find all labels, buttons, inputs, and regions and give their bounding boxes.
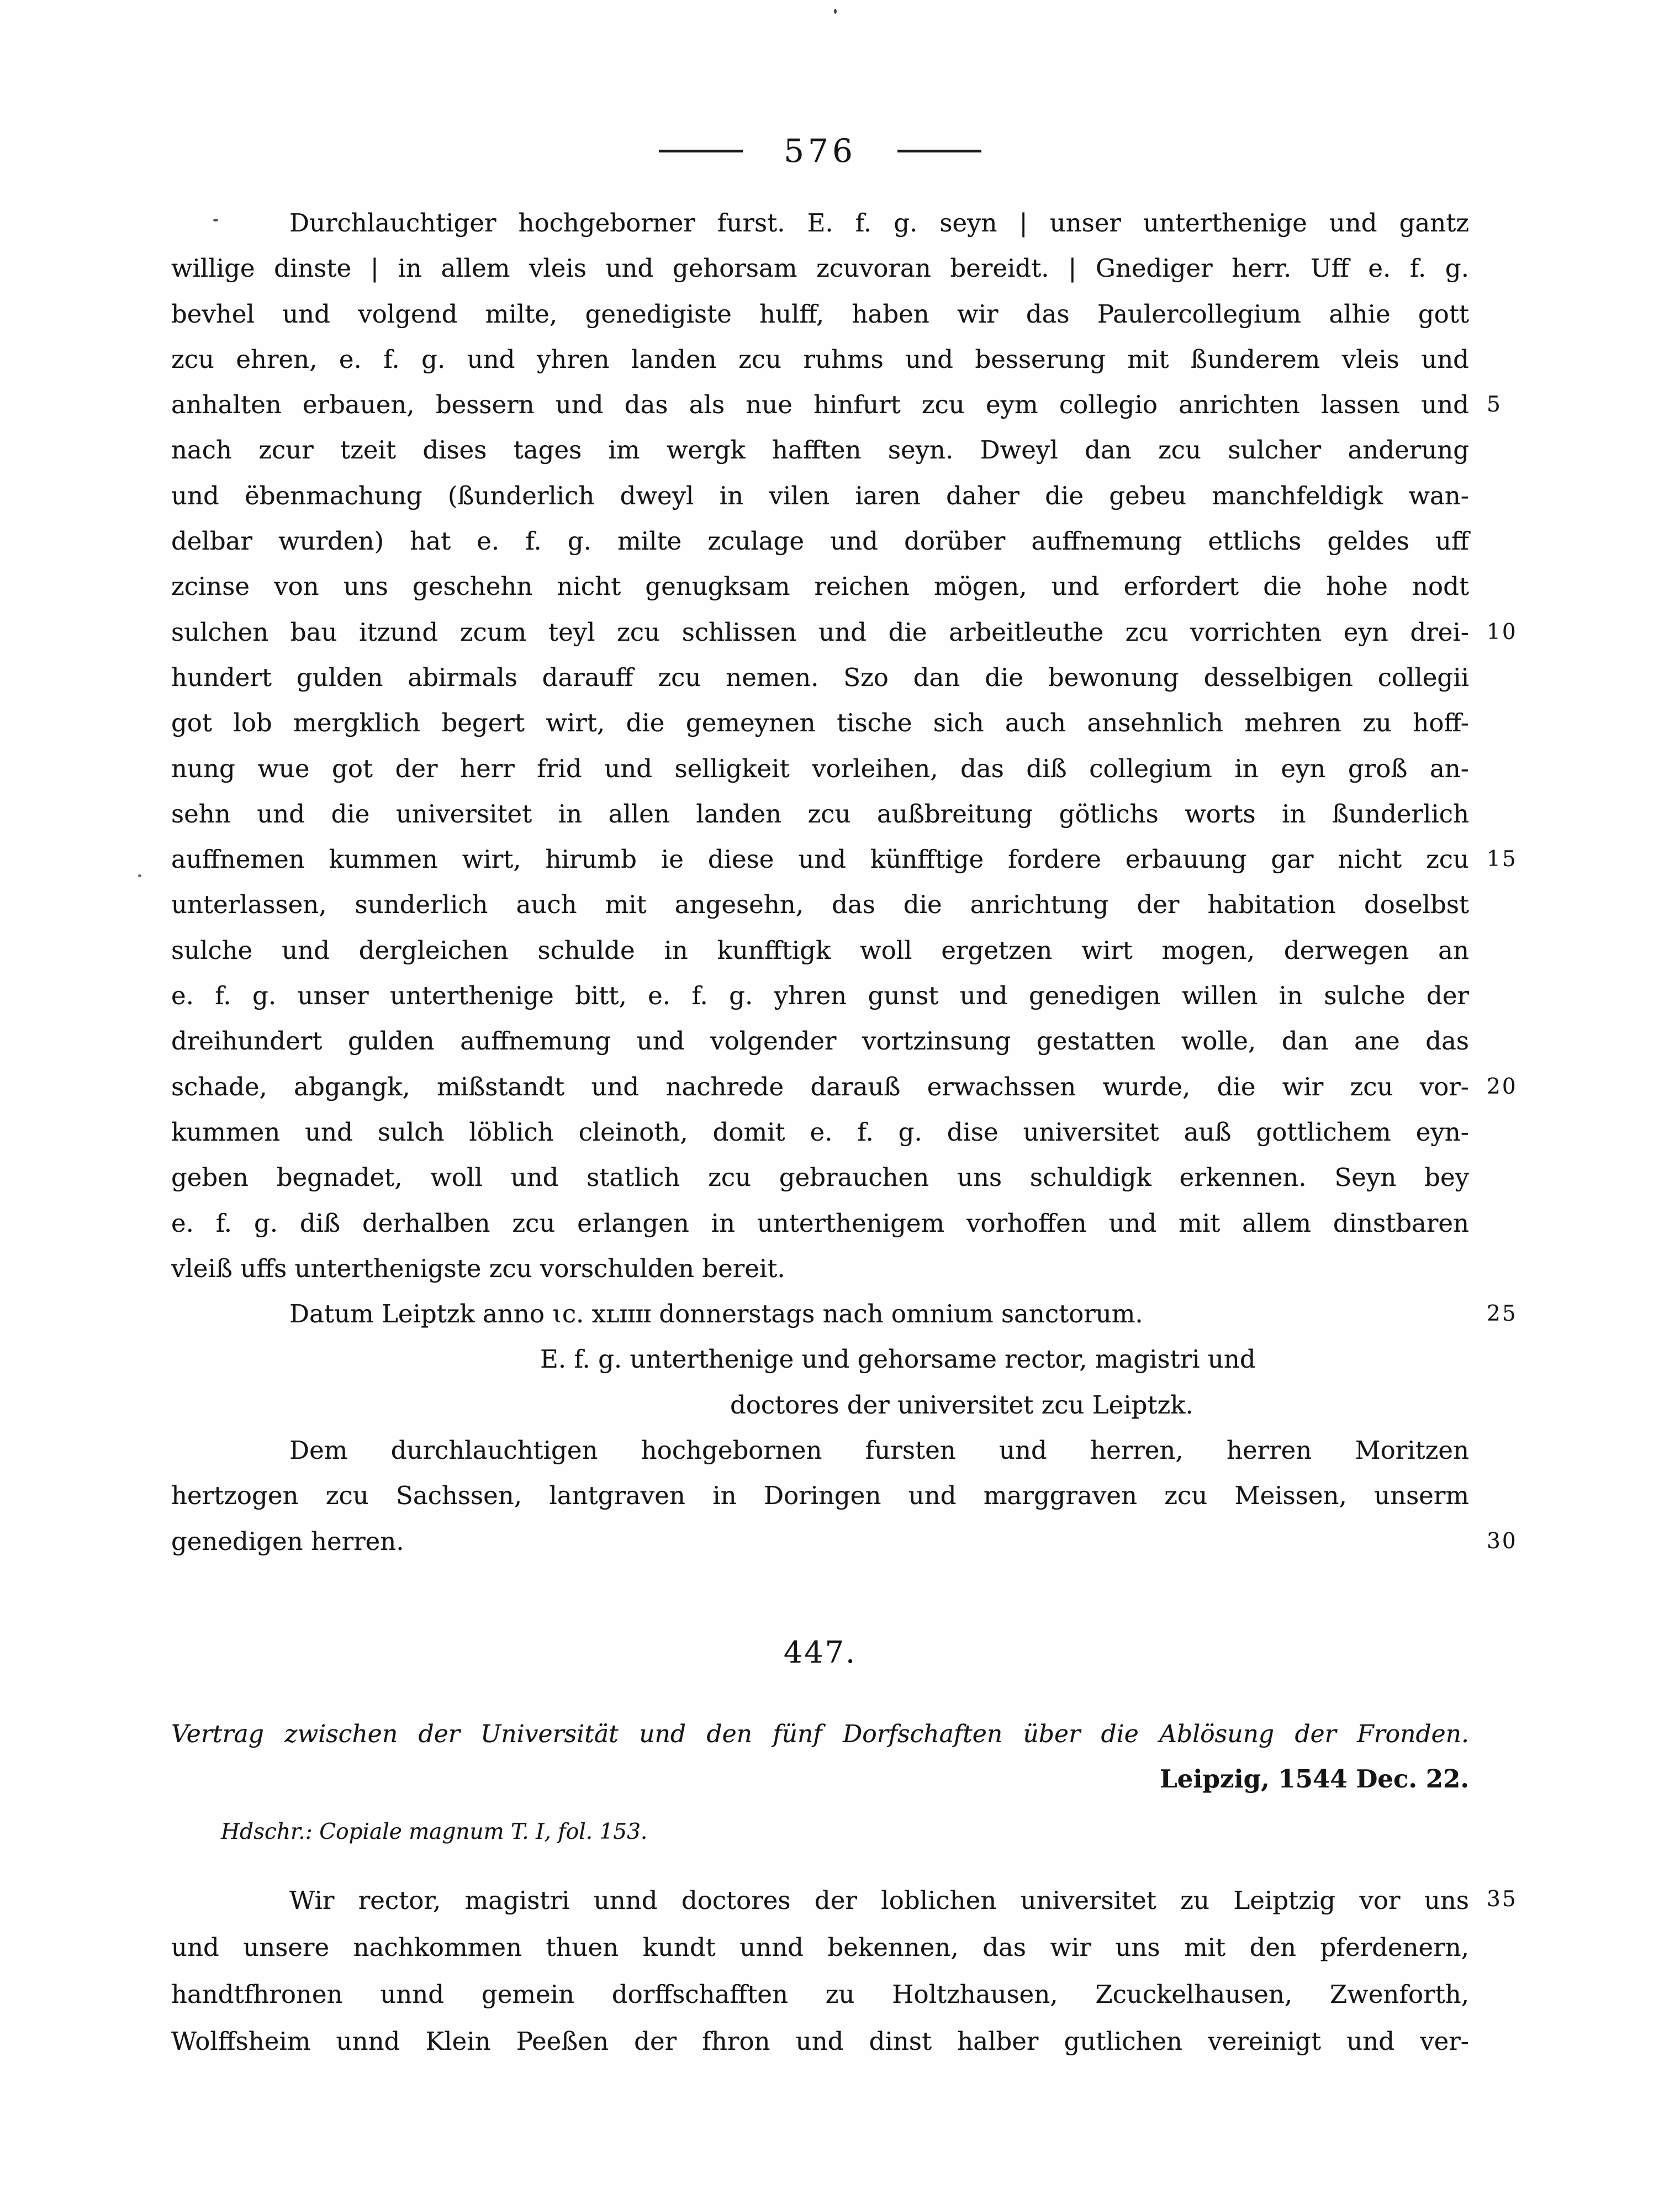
text-line: delbar wurden) hat e. f. g. milte zculage und dorüber auffnemung ettlichs geldes uff [171, 526, 1469, 556]
header-rule-left-icon [659, 150, 743, 152]
text-line: genedigen herren. [171, 1526, 404, 1556]
text-line: dreihundert gulden auffnemung und volgender vortzinsung gestatten wolle, dan ane das [171, 1026, 1469, 1056]
margin-line-number: 10 [1487, 619, 1518, 645]
text-line: Wolffsheim unnd Klein Peeßen der fhron und dinst halber gutlichen vereinigt und ver- [171, 2027, 1469, 2056]
text-line: und ëbenmachung (ßunderlich dweyl in vilen iaren daher die gebeu manchfeldigk wan- [171, 481, 1469, 510]
text-line: nach zcur tzeit dises tages im wergk hafften seyn. Dweyl dan zcu sulcher anderung [171, 435, 1469, 465]
text-line: zcinse von uns geschehn nicht genugksam reichen mögen, und erfordert die hohe nodt [171, 572, 1469, 602]
text-line: anhalten erbauen, bessern und das als nue hinfurt zcu eym collegio anrichten lassen und [171, 390, 1469, 420]
text-line: vleiß uffs unterthenigste zcu vorschulden bereit. [171, 1253, 785, 1283]
text-line: auffnemen kummen wirt, hirumb ie diese und künfftige fordere erbauung gar nicht zcu [171, 845, 1469, 874]
text-line: kummen und sulch löblich cleinoth, domit e. f. g. dise universitet auß gottlichem eyn- [171, 1117, 1469, 1147]
margin-line-number: 5 [1487, 392, 1502, 418]
text-line: unterlassen, sunderlich auch mit angesehn, das die anrichtung der habitation doselbst [171, 890, 1469, 920]
text-line: handtfhronen unnd gemein dorffschafften zu Holtzhausen, Zcuckelhausen, Zwenforth, [171, 1980, 1469, 2009]
text-line: e. f. g. unser unterthenige bitt, e. f. g. yhren gunst und genedigen willen in sulche der [171, 981, 1469, 1011]
text-line: doctores der universitet zcu Leiptzk. [730, 1390, 1193, 1420]
text-line: got lob mergklich begert wirt, die gemeynen tische sich auch ansehnlich mehren zu hoff- [171, 708, 1469, 738]
text-line: zcu ehren, e. f. g. und yhren landen zcu ruhms und besserung mit ßunderem vleis und [171, 344, 1469, 374]
text-line: willige dinste | in allem vleis und gehorsam zcuvoran bereidt. | Gnediger herr. Uff e. f. g. [171, 254, 1469, 283]
document-446-text-block [171, 201, 1469, 1564]
margin-line-number: 35 [1487, 1887, 1518, 1912]
text-line: hertzogen zcu Sachssen, lantgraven in Doringen und marggraven zcu Meissen, unserm [171, 1481, 1469, 1511]
text-line: Wir rector, magistri unnd doctores der loblichen universitet zu Leiptzig vor uns [289, 1886, 1469, 1915]
document-447-text-block [171, 1877, 1469, 2065]
text-line: hundert gulden abirmals darauff zcu nemen. Szo dan die bewonung desselbigen collegii [171, 662, 1469, 692]
text-line: Dem durchlauchtigen hochgebornen fursten und herren, herren Moritzen [289, 1436, 1469, 1465]
scan-speck [834, 9, 837, 14]
margin-line-numbers [1487, 0, 1542, 2189]
page-header [171, 131, 1469, 170]
scan-speck [138, 874, 141, 877]
text-line: E. f. g. unterthenige und gehorsame rector, magistri und [540, 1344, 1256, 1374]
document-447-dateline: Leipzig, 1544 Dec. 22. [1160, 1764, 1469, 1794]
document-447-source-note: Hdschr.: Copiale magnum T. I, fol. 153. [221, 1819, 648, 1844]
margin-line-number: 30 [1487, 1528, 1518, 1554]
text-line: sulchen bau itzund zcum teyl zcu schlissen und die arbeitleuthe zcu vorrichten eyn drei- [171, 617, 1469, 647]
document-447-title: Vertrag zwischen der Universität und den fünf Dorfschaften über die Ablösung der Fronden. [171, 1720, 1469, 1748]
text-line: und unsere nachkommen thuen kundt unnd bekennen, das wir uns mit den pferdenern, [171, 1933, 1469, 1962]
margin-line-number: 25 [1487, 1301, 1518, 1327]
margin-line-number: 15 [1487, 847, 1518, 872]
text-line: Durchlauchtiger hochgeborner furst. E. f. g. seyn | unser unterthenige und gantz [289, 208, 1469, 238]
page-number: 576 [784, 132, 857, 170]
text-line: bevhel und volgend milte, genedigiste hulff, haben wir das Paulercollegium alhie gott [171, 299, 1469, 329]
text-line: sehn und die universitet in allen landen zcu außbreitung götlichs worts in ßunderlich [171, 799, 1469, 829]
document-447-number-heading: 447. [783, 1635, 857, 1670]
text-line: nung wue got der herr frid und selligkeit vorleihen, das diß collegium in eyn groß an- [171, 753, 1469, 783]
text-line: geben begnadet, woll und statlich zcu gebrauchen uns schuldigk erkennen. Seyn bey [171, 1163, 1469, 1193]
text-line: e. f. g. diß derhalben zcu erlangen in unterthenigem vorhoffen und mit allem dinstbaren [171, 1208, 1469, 1238]
text-line: Datum Leiptzk anno ɩc. xʟɪɪɪɪ donnerstags nach omnium sanctorum. [289, 1299, 1143, 1329]
text-line: sulche und dergleichen schulde in kunfftigk woll ergetzen wirt mogen, derwegen an [171, 935, 1469, 965]
margin-line-number: 20 [1487, 1074, 1518, 1099]
header-rule-right-icon [897, 150, 981, 152]
text-line: schade, abgangk, mißstandt und nachrede darauß erwachssen wurde, die wir zcu vor- [171, 1072, 1469, 1101]
